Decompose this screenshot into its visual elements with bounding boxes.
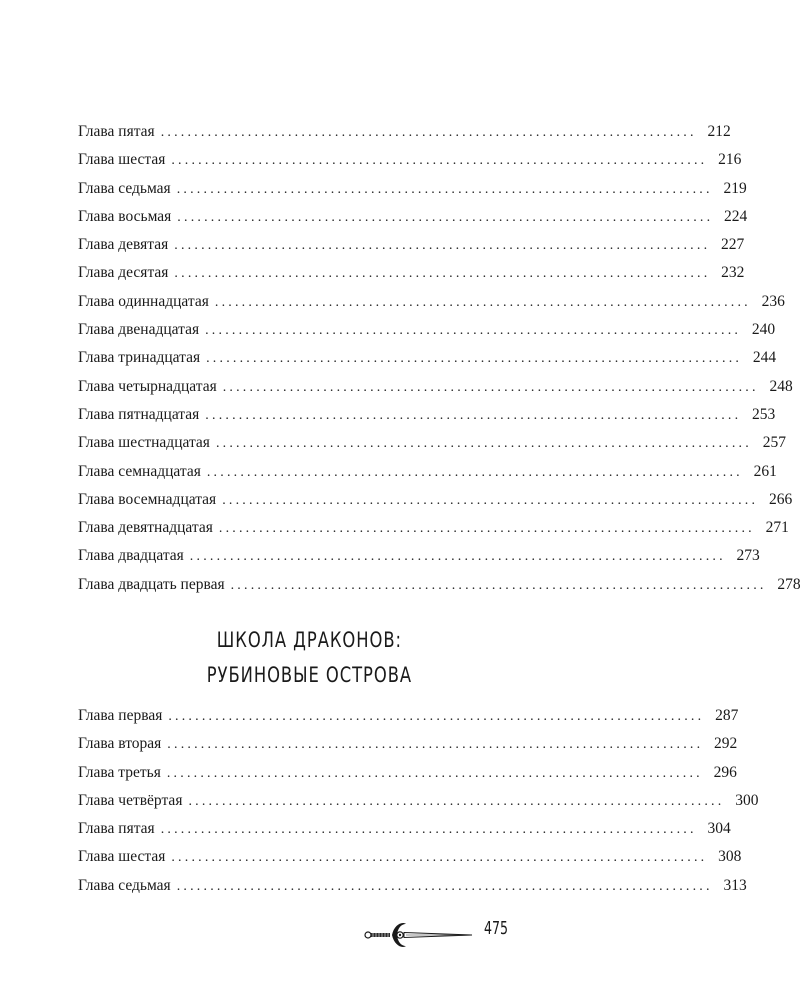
toc-leader-dots: ................................................................................ [205, 323, 742, 339]
toc-entry [78, 429, 786, 457]
toc-leader-dots: ................................................................................ [168, 709, 705, 724]
toc-entry [78, 259, 745, 287]
toc-entry-page: 300 [735, 791, 759, 809]
toc-entry-title: Глава четвёртая [78, 791, 183, 809]
toc-entry-title: Глава шестая [78, 848, 166, 866]
toc-entry-title: Глава двадцатая [78, 547, 184, 565]
toc-entry-title: Глава двенадцатая [78, 321, 200, 339]
dagger-icon [360, 915, 480, 955]
toc-entry-page: 287 [715, 707, 739, 724]
toc-entry-page: 240 [751, 321, 776, 339]
toc-entry-page: 296 [713, 763, 737, 781]
toc-leader-dots: ................................................................................ [171, 850, 708, 866]
toc-leader-dots: ................................................................................ [174, 266, 711, 282]
toc-entry-title: Глава пятая [78, 820, 155, 838]
toc-entry-page: 216 [718, 151, 742, 169]
toc-entry-title: Глава пятнадцатая [78, 405, 200, 423]
toc-entry [78, 730, 738, 758]
toc-entry-title: Глава вторая [78, 735, 162, 753]
toc-entry [78, 458, 777, 486]
toc-entry-title: Глава восемнадцатая [78, 490, 217, 508]
toc-list-section [78, 702, 759, 900]
toc-entry [78, 146, 742, 174]
toc-entry [78, 344, 777, 372]
toc-entry-title: Глава седьмая [78, 179, 171, 197]
toc-leader-dots: ................................................................................ [215, 436, 752, 452]
toc-leader-dots: ................................................................................ [214, 294, 751, 310]
toc-entry [78, 872, 747, 900]
toc-leader-dots: ................................................................................ [189, 549, 726, 565]
toc-leader-dots: ................................................................................ [218, 521, 755, 537]
toc-entry-page: 278 [777, 575, 801, 593]
toc-entry-title: Глава первая [78, 707, 163, 724]
toc-entry [78, 787, 759, 815]
toc-entry-page: 273 [736, 547, 760, 565]
toc-leader-dots: ................................................................................ [160, 125, 697, 140]
toc-leader-dots: ................................................................................ [222, 492, 759, 508]
toc-leader-dots: ................................................................................ [166, 765, 703, 781]
toc-entry [78, 231, 745, 259]
toc-leader-dots: ................................................................................ [230, 577, 767, 593]
toc-leader-dots: ................................................................................ [167, 737, 704, 753]
toc-entry-title: Глава шестая [78, 151, 166, 169]
toc-leader-dots: ................................................................................ [206, 464, 743, 480]
toc-entry-title: Глава семнадцатая [78, 462, 201, 480]
toc-leader-dots: ................................................................................ [176, 878, 713, 894]
toc-entry-page: 257 [762, 434, 786, 452]
toc-entry [78, 514, 789, 542]
toc-entry-page: 292 [714, 735, 738, 753]
toc-entry [78, 486, 793, 514]
toc-entry-title: Глава двадцать первая [78, 575, 225, 593]
toc-entry [78, 542, 760, 570]
toc-entry-page: 232 [721, 264, 745, 282]
toc-entry-title: Глава восьмая [78, 207, 172, 225]
toc-entry-page: 224 [724, 207, 748, 225]
toc-leader-dots: ................................................................................ [177, 209, 714, 225]
toc-entry-title: Глава девятая [78, 236, 169, 254]
toc-entry-title: Глава пятая [78, 123, 155, 140]
toc-entry-page: 313 [723, 876, 747, 894]
section-title-line1: ШКОЛА ДРАКОНОВ: [216, 628, 402, 652]
toc-entry-title: Глава десятая [78, 264, 169, 282]
toc-entry [78, 759, 737, 787]
toc-entry-title: Глава тринадцатая [78, 349, 201, 367]
toc-entry-page: 244 [752, 349, 777, 367]
toc-leader-dots: ................................................................................ [222, 379, 759, 395]
toc-entry-page: 308 [718, 848, 742, 866]
toc-entry [78, 203, 748, 231]
toc-entry-page: 219 [723, 179, 747, 197]
toc-entry-page: 261 [753, 462, 777, 480]
toc-entry-page: 271 [765, 519, 789, 537]
toc-entry [78, 373, 793, 401]
toc-entry [78, 118, 731, 146]
toc-entry-page: 212 [707, 123, 731, 140]
toc-entry [78, 401, 776, 429]
toc-entry [78, 175, 747, 203]
toc-entry-page: 248 [769, 377, 793, 395]
section-title-line2: РУБИНОВЫЕ ОСТРОВА [206, 663, 413, 687]
toc-leader-dots: ................................................................................ [174, 238, 711, 254]
toc-entry-title: Глава одиннадцатая [78, 292, 209, 310]
toc-entry-page: 227 [721, 236, 745, 254]
toc-leader-dots: ................................................................................ [176, 181, 713, 197]
toc-entry [78, 288, 785, 316]
toc-leader-dots: ................................................................................ [205, 407, 742, 423]
toc-entry [78, 316, 776, 344]
toc-entry [78, 702, 739, 730]
toc-list-continued [78, 118, 801, 599]
toc-leader-dots: ................................................................................ [160, 822, 697, 838]
toc-entry-page: 253 [752, 405, 776, 423]
toc-entry [78, 843, 742, 871]
toc-leader-dots: ................................................................................ [206, 351, 743, 367]
toc-leader-dots: ................................................................................ [171, 153, 708, 169]
toc-entry-title: Глава четырнадцатая [78, 377, 217, 395]
toc-leader-dots: ................................................................................ [188, 793, 725, 809]
page-number: 475 [484, 918, 509, 939]
toc-entry-title: Глава шестнадцатая [78, 434, 210, 452]
toc-entry [78, 815, 731, 843]
toc-entry-title: Глава седьмая [78, 876, 171, 894]
toc-entry-page: 236 [761, 292, 785, 310]
toc-entry-page: 304 [707, 820, 731, 838]
toc-entry-title: Глава третья [78, 763, 161, 781]
toc-entry-page: 266 [768, 490, 793, 508]
toc-entry [78, 571, 801, 599]
toc-entry-title: Глава девятнадцатая [78, 519, 213, 537]
